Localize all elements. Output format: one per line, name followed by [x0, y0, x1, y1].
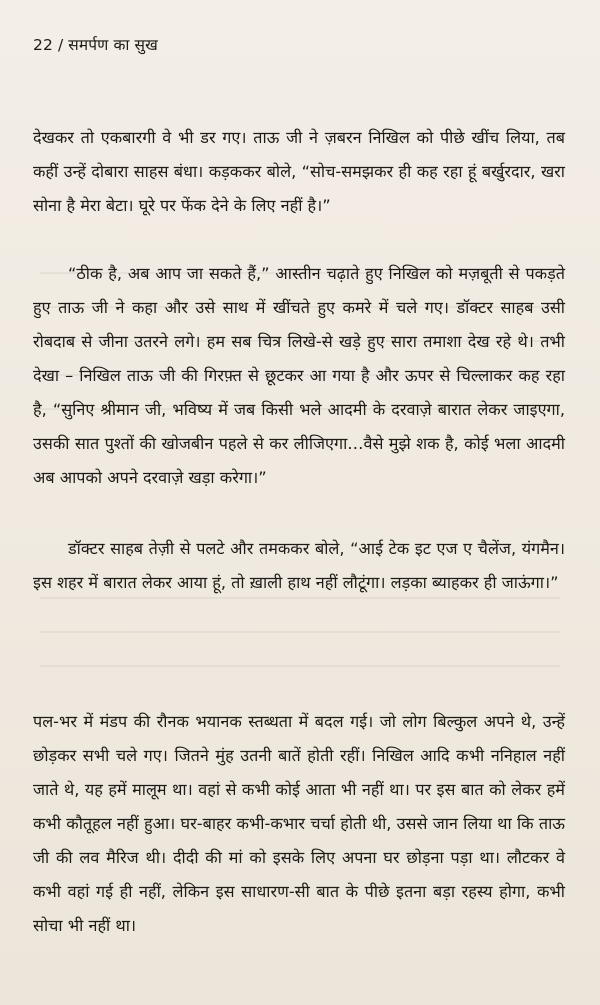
running-header — [33, 33, 158, 55]
paragraph-4: पल-भर में मंडप की रौनक भयानक स्तब्धता में बदल गई। जो लोग बिल्कुल अपने थे, उन्हें छोड़कर सभी चले गए। जितने मुंह उतनी बातें होती रहीं। निखिल आदि कभी ननिहाल नहीं जाते थे, यह हमें मालूम था। वहां से कभी कोई आता भी नहीं था। पर इस बात को लेकर हमें कभी कौतूहल नहीं हुआ। घर-बाहर कभी-कभार चर्चा होती थी, उससे जान लिया था कि ताऊ जी की लव मैरिज थी। दीदी की मां को इसके लिए अपना घर छोड़ना पड़ा था। लौटकर वे कभी वहां गई ही नहीं, लेकिन इस साधारण-सी बात के पीछे इतना बड़ा रहस्य होगा, कभी सोचा भी नहीं था। — [33, 712, 565, 935]
paragraph-2: “ठीक है, अब आप जा सकते हैं,” आस्तीन चढ़ाते हुए निखिल को मज़बूती से पकड़ते हुए ताऊ जी ने कहा और उसे साथ में खींचते हुए कमरे में चले गए। डॉक्टर साहब उसी रोबदाब से जीना उतरने लगे। हम सब चित्र लिखे-से खड़े हुए सारा तमाशा देख रहे थे। तभी देखा – निखिल ताऊ जी की गिरफ़्त से छूटकर आ गया है और ऊपर से चिल्लाकर कह रहा है, “सुनिए श्रीमान जी, भविष्य में जब किसी भले आदमी के दरवाज़े बारात लेकर जाइएगा, उसकी सात पुश्तों की खोजबीन पहले से कर लीजिएगा…वैसे मुझे शक है, कोई भला आदमी अब आपको अपने दरवाज़े खड़ा करेगा।” — [33, 264, 565, 487]
paragraph-1: देखकर तो एकबारगी वे भी डर गए। ताऊ जी ने ज़बरन निखिल को पीछे खींच लिया, तब कहीं उन्हें दोबारा साहस बंधा। कड़ककर बोले, “सोच-समझकर ही कह रहा हूं बर्खुरदार, खरा सोना है मेरा बेटा। घूरे पर फेंक देने के लिए नहीं है।” — [33, 128, 565, 215]
paragraph-3: डॉक्टर साहब तेज़ी से पलटे और तमककर बोले, “आई टेक इट एज ए चैलेंज, यंगमैन।इस शहर में बारात लेकर आया हूं, तो ख़ाली हाथ नहीं लौटूंगा। लड़का ब्याहकर ही जाऊंगा।” — [33, 539, 565, 592]
book-title: समर्पण का सुख — [68, 36, 158, 54]
header-separator: / — [57, 36, 64, 54]
page-number: 22 — [33, 36, 53, 54]
